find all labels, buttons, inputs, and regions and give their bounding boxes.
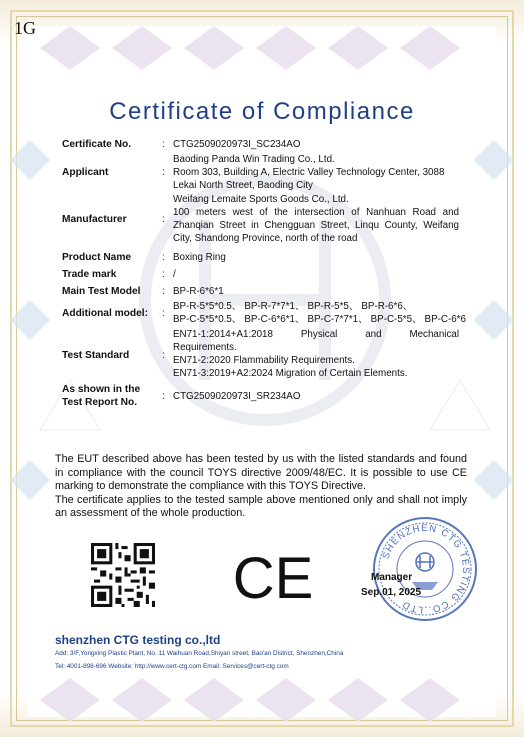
signature-date: Sep.01, 2025 (361, 587, 422, 598)
qr-code-icon (91, 543, 155, 607)
ce-mark-text: CE (232, 548, 314, 606)
field-manufacturer (62, 194, 458, 248)
field-additional-model (62, 301, 466, 327)
field-value-line: EN71-1:2014+A1:2018 Physical and Mechanical (173, 329, 459, 340)
ce-mark-icon (218, 548, 328, 606)
field-value-line: BP-R-5*5*0.5、 BP-R-7*7*1、 BP-R-5*5、 BP-R-6*6、 (173, 301, 413, 312)
field-test-report-no (62, 384, 458, 412)
field-colon: : (162, 139, 165, 150)
field-value-line: 100 meters west of the intersection of Nanhuan Road and (173, 207, 459, 218)
field-label: Additional model: (62, 308, 149, 319)
footer-company-name: shenzhen CTG testing co.,ltd (55, 633, 221, 647)
field-colon: : (162, 167, 165, 178)
field-value-line: Weifang Lemaite Sports Goods Co., Ltd. (173, 194, 349, 205)
field-value-line: Requirements. (173, 342, 237, 353)
field-colon: : (162, 214, 165, 225)
field-label-line: As shown in the (62, 384, 141, 395)
field-colon: : (162, 391, 165, 402)
certificate-title: Certificate of Compliance (109, 98, 415, 125)
field-colon: : (162, 252, 165, 263)
field-test-standard (62, 329, 458, 383)
signature-role: Manager (371, 572, 413, 583)
field-label: Product Name (62, 252, 132, 263)
compliance-statement (55, 453, 467, 521)
field-colon: : (162, 286, 165, 297)
field-value: CTG2509020973I_SR234AO (173, 391, 301, 402)
field-value-line: EN71-2:2020 Flammability Requirements. (173, 355, 355, 366)
field-applicant (62, 154, 458, 194)
field-value-line: Room 303, Building A, Electric Valley Technology Center, 3088 (173, 167, 445, 178)
field-value: CTG2509020973I_SC234AO (173, 139, 301, 150)
field-label: Trade mark (62, 269, 117, 280)
field-value: / (173, 269, 176, 280)
field-label: Certificate No. (62, 139, 132, 150)
field-colon: : (162, 350, 165, 361)
statement-paragraph: The certificate applies to the tested sample above mentioned only and shall not imply an assessment of the whole production. (55, 493, 467, 519)
field-value-line: Baoding Panda Win Trading Co., Ltd. (173, 154, 335, 165)
field-value-line: EN71-3:2019+A2:2024 Migration of Certain Elements. (173, 368, 408, 379)
field-label-line: Test Report No. (62, 397, 138, 408)
field-value-line: BP-C-5*5*0.5、 BP-C-6*6*1、 BP-C-7*7*1、 BP-C-5*5、 BP-C-6*6 (173, 314, 466, 325)
seal-text: SHENZHEN CTG TESTING CO.,LTD (380, 522, 472, 616)
field-colon: : (162, 269, 165, 280)
field-label: Main Test Model (62, 286, 141, 297)
company-seal-icon (372, 516, 478, 622)
field-value-line: Lekai North Street, Baoding City (173, 180, 313, 191)
footer-contact: Tel: 4001-898-696 Website: http://www.cert-ctg.com Email: Services@cert-ctg.com (55, 663, 289, 670)
field-value-line: Zhanqian Street in Chengguan Street, Linqu County, Weifang (173, 220, 459, 231)
field-value: Boxing Ring (173, 252, 226, 263)
field-colon: : (162, 308, 165, 319)
corner-mark: 1G (14, 18, 36, 38)
field-label: Applicant (62, 167, 109, 178)
footer-address: Add: 3/F,Yongxing Plastic Plant, No. 11 Waihuan Road,Shiyan street, Bao'an District, Shenzhen,China (55, 650, 344, 657)
field-label: Test Standard (62, 350, 130, 361)
field-label: Manufacturer (62, 214, 127, 225)
field-value-line: City, Shandong Province, north of the road (173, 233, 358, 244)
statement-paragraph: The EUT described above has been tested by us with the listed standards and found in compliance with the council TOYS directive 2009/48/EC. It is possible to use CE marking to demonstrate the compliance with this TOYS Directive. (55, 453, 467, 492)
field-value: BP-R-6*6*1 (173, 286, 224, 297)
